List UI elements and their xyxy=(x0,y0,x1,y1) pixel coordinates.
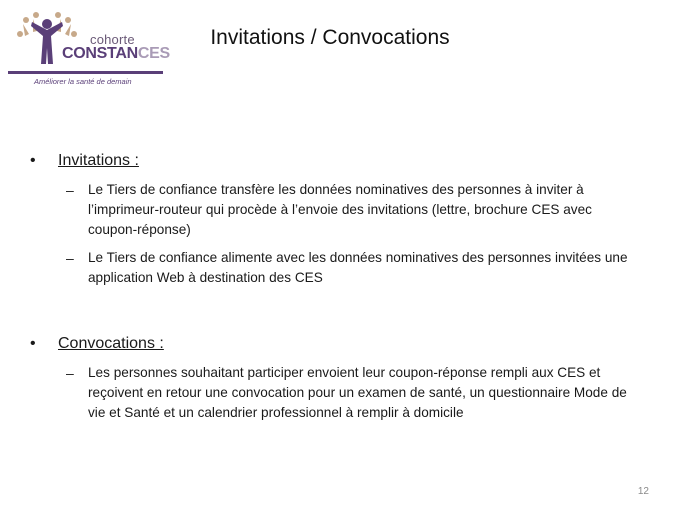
logo-divider xyxy=(8,71,163,74)
section-convocations xyxy=(30,333,650,423)
sub-item xyxy=(66,363,650,423)
logo-constances-accent: CES xyxy=(137,45,170,62)
bullet-invitations xyxy=(30,150,650,172)
logo-cohorte-text: cohorte xyxy=(90,32,135,47)
sub-item-text: Les personnes souhaitant participer envoient leur coupon-réponse rempli aux CES et reçoivent en retour une convocation pour un examen de santé, un questionnaire Mode de vie et Santé et un calendrier professionnel à remplir à domicile xyxy=(88,365,627,420)
bullet-convocations xyxy=(30,333,650,355)
bullet-dot: • xyxy=(30,152,36,169)
sub-item xyxy=(66,180,650,240)
bullet-label-convocations: Convocations : xyxy=(58,335,164,352)
dash: – xyxy=(66,365,74,381)
dash: – xyxy=(66,250,74,266)
slide-title: Invitations / Convocations xyxy=(210,26,450,49)
page-number: 12 xyxy=(637,486,649,497)
section-invitations xyxy=(30,150,650,288)
sub-item-text: Le Tiers de confiance transfère les données nominatives des personnes à inviter à l’imprimeur-routeur qui procède à l’envoie des invitations (lettre, brochure CES avec coupon-réponse) xyxy=(88,182,592,237)
logo-tagline: Améliorer la santé de demain xyxy=(34,77,132,86)
bullet-label-invitations: Invitations : xyxy=(58,152,139,169)
bullet-dot: • xyxy=(30,335,36,352)
constances-logo xyxy=(8,8,168,86)
logo-constances-main: CONSTAN xyxy=(62,45,138,62)
sub-item xyxy=(66,248,650,288)
sub-item-text: Le Tiers de confiance alimente avec les données nominatives des personnes invitées une application Web à destination des CES xyxy=(88,250,628,285)
dash: – xyxy=(66,182,74,198)
